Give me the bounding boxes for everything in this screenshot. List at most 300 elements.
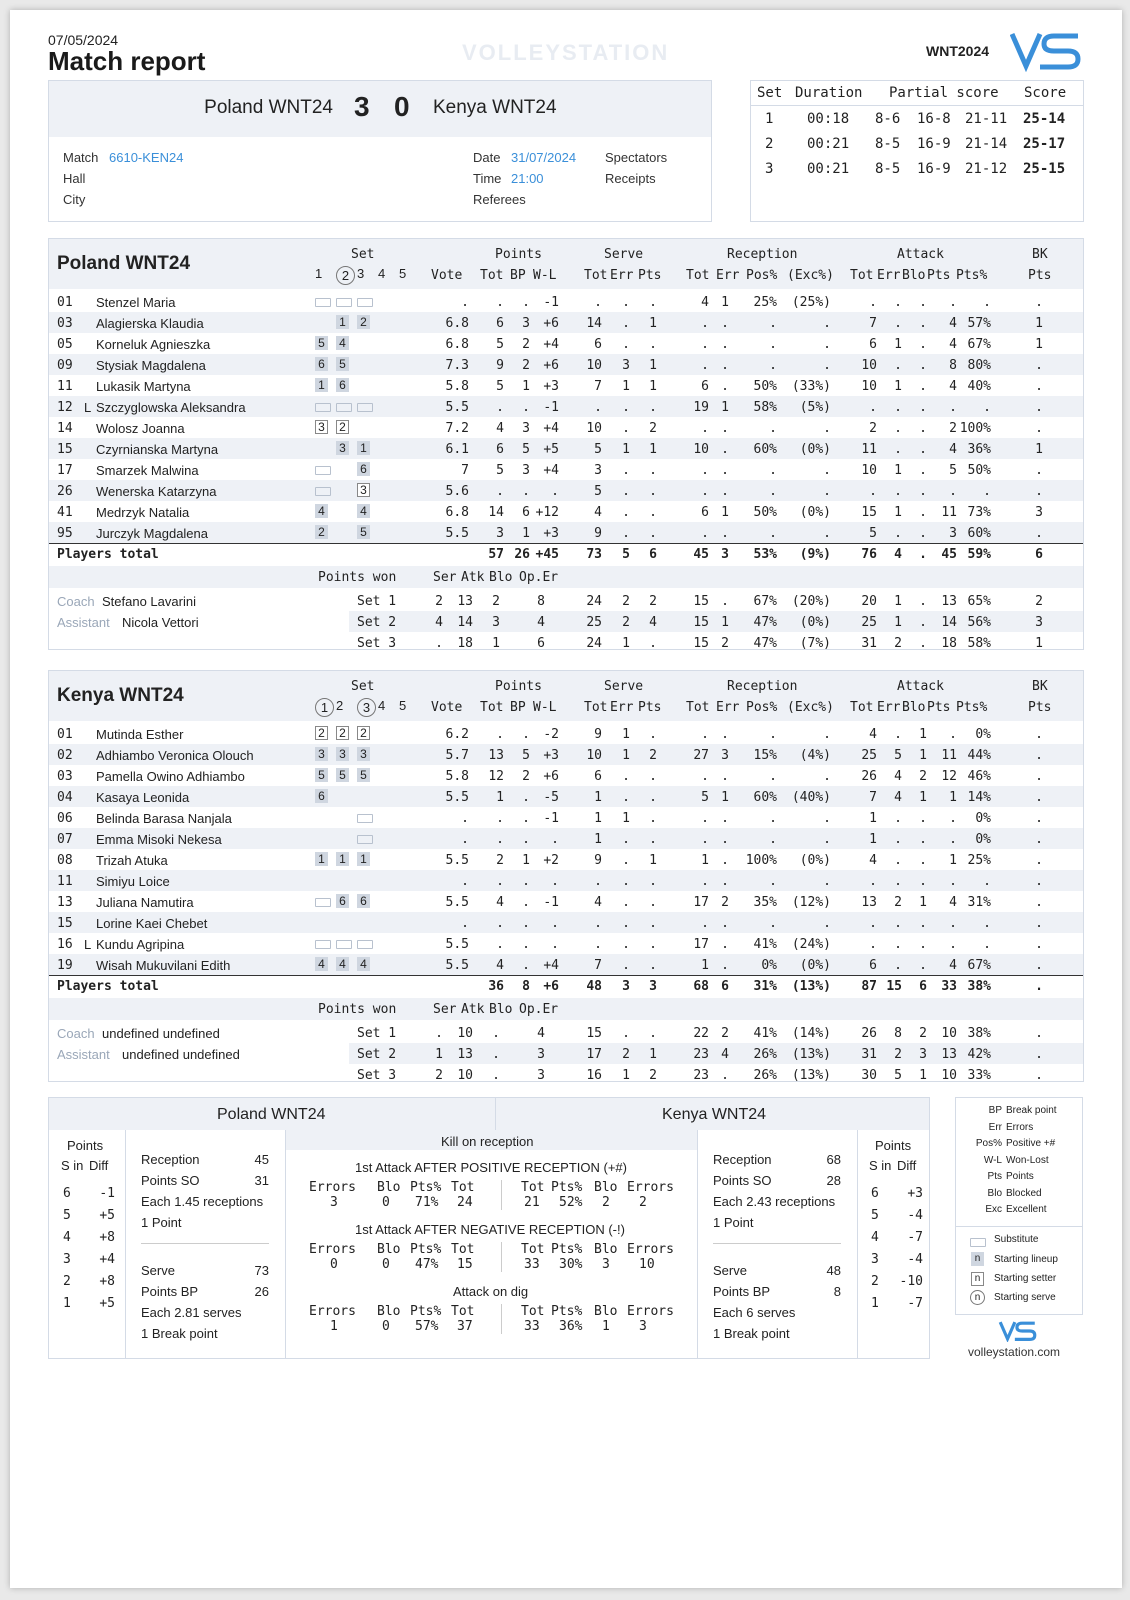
substitute-icon bbox=[357, 298, 373, 307]
player-number: 06 bbox=[57, 811, 73, 826]
starting-position: 3 bbox=[357, 747, 370, 761]
stat-cell: . bbox=[949, 937, 957, 952]
attack-header: Tot bbox=[521, 1304, 545, 1319]
stat-cell: . bbox=[721, 316, 729, 331]
attack-block-title: 1st Attack AFTER NEGATIVE RECEPTION (-!) bbox=[355, 1222, 625, 1237]
stat-cell: 25% bbox=[753, 295, 777, 310]
player-row bbox=[49, 354, 1083, 375]
stat-cell: 58% bbox=[753, 400, 777, 415]
set-number-label: 2 bbox=[336, 698, 344, 713]
stat-cell: 5.6 bbox=[445, 484, 469, 499]
stat-cell: 1 bbox=[721, 400, 729, 415]
stat-cell: . bbox=[1035, 811, 1043, 826]
stat-cell: . bbox=[1035, 379, 1043, 394]
group-reception: Reception bbox=[727, 247, 798, 262]
summary-box bbox=[48, 1097, 930, 1359]
set-label: Set 2 bbox=[357, 1047, 397, 1062]
stat-cell: (25%) bbox=[791, 295, 831, 310]
stat-cell: . bbox=[769, 463, 777, 478]
starting-position: 2 bbox=[336, 420, 349, 434]
stat-cell: . bbox=[919, 463, 927, 478]
group-points: Points bbox=[495, 247, 542, 262]
stat-cell: . bbox=[522, 727, 530, 742]
set-number-header bbox=[357, 266, 364, 281]
player-row bbox=[49, 933, 1083, 954]
player-row bbox=[49, 417, 1083, 438]
player-number: 15 bbox=[57, 916, 73, 931]
set-stat-cell: 13 bbox=[457, 1047, 473, 1062]
set-stat-cell: . bbox=[492, 1026, 500, 1041]
stat-cell: . bbox=[1035, 358, 1043, 373]
stat-cell: (33%) bbox=[791, 379, 831, 394]
stat-cell: . bbox=[649, 484, 657, 499]
legend-abbr: W-L bbox=[983, 1154, 1002, 1166]
player-row bbox=[49, 807, 1083, 828]
stat-cell: 14 bbox=[586, 316, 602, 331]
stat-cell: 5.5 bbox=[445, 853, 469, 868]
stat-cell: . bbox=[622, 832, 630, 847]
group-attack: Attack bbox=[897, 247, 944, 262]
stat-cell: 6 bbox=[594, 337, 602, 352]
stat-cell: . bbox=[649, 958, 657, 973]
set-stat-cell: 26% bbox=[753, 1047, 777, 1062]
column-header: Tot bbox=[480, 700, 504, 715]
column-header: Pts bbox=[1028, 268, 1052, 283]
partial-score: 21-12 bbox=[965, 161, 1008, 177]
stat-cell: 6.2 bbox=[445, 727, 469, 742]
stat-cell: . bbox=[496, 937, 504, 952]
stat-cell: . bbox=[1035, 526, 1043, 541]
stat-cell: 4 bbox=[496, 958, 504, 973]
match-id-link[interactable]: 6610-KEN24 bbox=[109, 150, 184, 165]
stat-cell: . bbox=[823, 526, 831, 541]
set-stat-cell: (14%) bbox=[791, 1026, 831, 1041]
total-cell: 45 bbox=[693, 547, 709, 562]
serve-value: 73 bbox=[254, 1263, 269, 1278]
set-stat-cell: . bbox=[622, 1026, 630, 1041]
stat-cell: 10 bbox=[586, 421, 602, 436]
column-header: Err bbox=[877, 268, 901, 283]
attack-header: Blo bbox=[594, 1304, 618, 1319]
stat-cell: 0% bbox=[761, 958, 777, 973]
coach-label: Coach bbox=[57, 1026, 95, 1041]
attack-header: Tot bbox=[451, 1242, 475, 1257]
attack-header: Errors bbox=[627, 1180, 674, 1195]
starting-position: 1 bbox=[336, 852, 349, 866]
stat-cell: 10 bbox=[586, 748, 602, 763]
stat-cell: . bbox=[769, 769, 777, 784]
stat-cell: . bbox=[622, 463, 630, 478]
total-cell: 8 bbox=[522, 979, 530, 994]
attack-header: Blo bbox=[594, 1180, 618, 1195]
rotation-number: 5 bbox=[871, 1208, 879, 1223]
total-cell: 3 bbox=[721, 547, 729, 562]
attack-header: Errors bbox=[309, 1242, 356, 1257]
stat-cell: +6 bbox=[543, 769, 559, 784]
stat-cell: 4 bbox=[949, 895, 957, 910]
stat-cell: . bbox=[769, 811, 777, 826]
rotation-diff: +8 bbox=[99, 1230, 115, 1245]
set-number-label: 4 bbox=[378, 266, 386, 281]
stat-cell: 60% bbox=[753, 790, 777, 805]
attack-value: 2 bbox=[602, 1195, 610, 1210]
stat-cell: 5.8 bbox=[445, 379, 469, 394]
stat-cell: . bbox=[919, 874, 927, 889]
stat-cell: 3 bbox=[522, 463, 530, 478]
stat-cell: . bbox=[522, 484, 530, 499]
stat-cell: . bbox=[894, 958, 902, 973]
set-stat-cell: 1 bbox=[492, 636, 500, 651]
player-number: 14 bbox=[57, 421, 73, 436]
set-duration: 00:18 bbox=[807, 111, 850, 127]
total-cell: 31% bbox=[753, 979, 777, 994]
points-won-header: Blo bbox=[489, 570, 513, 585]
player-number: 02 bbox=[57, 748, 73, 763]
partial-score: 16-9 bbox=[917, 136, 951, 152]
column-header: Tot bbox=[850, 268, 874, 283]
one-point-label: 1 Point bbox=[141, 1215, 182, 1230]
legend-abbr: Exc bbox=[985, 1204, 1002, 1215]
stat-cell: . bbox=[622, 790, 630, 805]
legend-desc: Break point bbox=[1006, 1105, 1057, 1116]
stat-cell: . bbox=[769, 337, 777, 352]
player-number: 17 bbox=[57, 463, 73, 478]
stat-cell: 1 bbox=[594, 832, 602, 847]
stat-cell: . bbox=[769, 421, 777, 436]
group-attack: Attack bbox=[897, 679, 944, 694]
libero-flag: L bbox=[84, 937, 92, 952]
stat-cell: . bbox=[823, 769, 831, 784]
stat-cell: 12 bbox=[488, 769, 504, 784]
set-number-header bbox=[357, 698, 376, 717]
stat-cell: . bbox=[461, 295, 469, 310]
stat-cell: 2 bbox=[721, 895, 729, 910]
stat-cell: 6.8 bbox=[445, 505, 469, 520]
set-stat-cell: . bbox=[435, 636, 443, 651]
total-cell: +45 bbox=[535, 547, 559, 562]
player-number: 09 bbox=[57, 358, 73, 373]
stat-cell: . bbox=[949, 832, 957, 847]
stat-cell: . bbox=[1035, 937, 1043, 952]
column-header: Pts bbox=[638, 700, 662, 715]
set-stat-cell: . bbox=[649, 1026, 657, 1041]
stat-cell: +2 bbox=[543, 853, 559, 868]
starting-position: 5 bbox=[336, 768, 349, 782]
points-won-header: Ser bbox=[433, 1002, 457, 1017]
attack-value: 24 bbox=[457, 1195, 473, 1210]
stat-cell: 50% bbox=[753, 379, 777, 394]
stat-cell: 6.8 bbox=[445, 316, 469, 331]
starting-lineup-icon: n bbox=[971, 1252, 984, 1266]
stat-cell: 4 bbox=[869, 853, 877, 868]
attack-header: Errors bbox=[309, 1304, 356, 1319]
starting-position: 4 bbox=[315, 504, 328, 518]
stat-cell: 1 bbox=[869, 811, 877, 826]
stat-cell: (4%) bbox=[799, 748, 831, 763]
set-number-label: 1 bbox=[315, 698, 334, 717]
partial-score: 21-14 bbox=[965, 136, 1008, 152]
set-number-header bbox=[336, 698, 343, 713]
stat-cell: (0%) bbox=[799, 853, 831, 868]
stat-cell: . bbox=[701, 874, 709, 889]
stat-cell: -1 bbox=[543, 811, 559, 826]
libero-flag: L bbox=[84, 400, 92, 415]
attack-value: 71% bbox=[415, 1195, 439, 1210]
total-cell: (9%) bbox=[799, 547, 831, 562]
attack-header: Pts% bbox=[551, 1242, 583, 1257]
stat-cell: 1 bbox=[1035, 316, 1043, 331]
team-stats-box bbox=[48, 670, 1084, 1082]
stat-cell: 1 bbox=[949, 790, 957, 805]
each-rec-label: Each 2.43 receptions bbox=[713, 1194, 836, 1209]
column-header: BP bbox=[510, 700, 526, 715]
set-score: 25-14 bbox=[1023, 111, 1066, 127]
attack-value: 3 bbox=[639, 1319, 647, 1334]
attack-value: 47% bbox=[415, 1257, 439, 1272]
player-number: 15 bbox=[57, 442, 73, 457]
stat-cell: . bbox=[769, 316, 777, 331]
legend-abbr: Blo bbox=[987, 1187, 1002, 1199]
starting-position: 5 bbox=[336, 357, 349, 371]
set-number-header bbox=[315, 698, 334, 717]
stat-cell: 4 bbox=[949, 379, 957, 394]
attack-header: Blo bbox=[377, 1242, 401, 1257]
stat-cell: 2 bbox=[649, 421, 657, 436]
column-header: Pts bbox=[1028, 700, 1052, 715]
rotation-number: 1 bbox=[871, 1296, 879, 1311]
attack-header: Blo bbox=[377, 1180, 401, 1195]
player-row bbox=[49, 375, 1083, 396]
stat-cell: 2 bbox=[522, 769, 530, 784]
stat-cell: . bbox=[721, 379, 729, 394]
player-name: Alagierska Klaudia bbox=[96, 316, 204, 331]
set-stat-cell: 22 bbox=[693, 1026, 709, 1041]
stat-cell: 5 bbox=[522, 748, 530, 763]
total-cell: 3 bbox=[622, 979, 630, 994]
stat-cell: . bbox=[721, 958, 729, 973]
attack-header: Pts% bbox=[551, 1304, 583, 1319]
stat-cell: 4 bbox=[949, 316, 957, 331]
points-won-header: Blo bbox=[489, 1002, 513, 1017]
substitute-icon bbox=[315, 940, 331, 949]
stat-cell: . bbox=[701, 769, 709, 784]
group-bk: BK bbox=[1032, 679, 1048, 694]
player-name: Smarzek Malwina bbox=[96, 463, 199, 478]
player-name: Juliana Namutira bbox=[96, 895, 194, 910]
each-serve-label: Each 2.81 serves bbox=[141, 1305, 242, 1320]
stat-cell: -1 bbox=[543, 295, 559, 310]
stat-cell: . bbox=[1035, 421, 1043, 436]
stat-cell: 7.3 bbox=[445, 358, 469, 373]
column-header: BP bbox=[510, 268, 526, 283]
player-name: Czyrnianska Martyna bbox=[96, 442, 219, 457]
watermark: VOLLEYSTATION bbox=[462, 40, 670, 65]
coach-name: Stefano Lavarini bbox=[102, 594, 196, 609]
col-partial: Partial score bbox=[889, 85, 999, 101]
set-stat-cell: 33% bbox=[967, 1068, 991, 1083]
set-stat-cell: 3 bbox=[537, 1068, 545, 1083]
stat-cell: . bbox=[1035, 853, 1043, 868]
site-link[interactable]: volleystation.com bbox=[968, 1345, 1061, 1359]
stat-cell: . bbox=[721, 874, 729, 889]
stat-cell: . bbox=[1035, 295, 1043, 310]
stat-cell: . bbox=[823, 811, 831, 826]
set-stat-cell: 23 bbox=[693, 1047, 709, 1062]
stat-cell: 3 bbox=[522, 421, 530, 436]
set-score: 25-17 bbox=[1023, 136, 1066, 152]
serve-value: 48 bbox=[826, 1263, 841, 1278]
player-number: 07 bbox=[57, 832, 73, 847]
stat-cell: (24%) bbox=[791, 937, 831, 952]
player-number: 16 bbox=[57, 937, 73, 952]
set-stat-cell: 8 bbox=[537, 594, 545, 609]
stat-cell: . bbox=[919, 316, 927, 331]
stat-cell: . bbox=[894, 295, 902, 310]
points-won-label: Points won bbox=[318, 570, 397, 585]
player-name: Stenzel Maria bbox=[96, 295, 176, 310]
set-stat-cell: 6 bbox=[537, 636, 545, 651]
set-number-label: 2 bbox=[336, 266, 355, 285]
stat-cell: 100% bbox=[959, 421, 991, 436]
stat-cell: 1 bbox=[594, 790, 602, 805]
player-name: Trizah Atuka bbox=[96, 853, 168, 868]
set-stat-cell: . bbox=[435, 1026, 443, 1041]
col-score: Score bbox=[1024, 85, 1067, 101]
stat-cell: . bbox=[894, 853, 902, 868]
stat-cell: . bbox=[649, 727, 657, 742]
stat-cell: 2 bbox=[496, 853, 504, 868]
set-number: 1 bbox=[765, 111, 774, 127]
divider bbox=[857, 1130, 858, 1358]
partial-score: 16-9 bbox=[917, 161, 951, 177]
total-cell: 36 bbox=[488, 979, 504, 994]
stat-cell: . bbox=[594, 400, 602, 415]
total-cell: 76 bbox=[861, 547, 877, 562]
set-number: 2 bbox=[765, 136, 774, 152]
column-header: Blo bbox=[902, 268, 926, 283]
stat-cell: . bbox=[919, 295, 927, 310]
player-number: 26 bbox=[57, 484, 73, 499]
attack-value: 30% bbox=[559, 1257, 583, 1272]
stat-cell: 4 bbox=[894, 769, 902, 784]
stat-cell: 100% bbox=[745, 853, 777, 868]
player-name: Szczyglowska Aleksandra bbox=[96, 400, 246, 415]
set-stat-cell: 26% bbox=[753, 1068, 777, 1083]
stat-cell: 1 bbox=[649, 379, 657, 394]
column-header: Tot bbox=[584, 268, 608, 283]
stat-cell: . bbox=[983, 937, 991, 952]
starting-position: 6 bbox=[357, 462, 370, 476]
stat-cell: . bbox=[649, 832, 657, 847]
stat-cell: 5.5 bbox=[445, 958, 469, 973]
substitute-icon bbox=[970, 1238, 986, 1247]
player-number: 12 bbox=[57, 400, 73, 415]
total-cell: 6 bbox=[721, 979, 729, 994]
set-number-header bbox=[378, 698, 385, 713]
one-point-label: 1 Point bbox=[713, 1215, 754, 1230]
column-header: Tot bbox=[480, 268, 504, 283]
stat-cell: . bbox=[894, 316, 902, 331]
set-number-label: 5 bbox=[399, 698, 407, 713]
set-stat-cell: 47% bbox=[753, 636, 777, 651]
stat-cell: 8 bbox=[949, 358, 957, 373]
stat-cell: 4 bbox=[869, 727, 877, 742]
stat-cell: . bbox=[869, 916, 877, 931]
set-number: 3 bbox=[765, 161, 774, 177]
home-score: 3 bbox=[354, 91, 370, 122]
stat-cell: 67% bbox=[967, 958, 991, 973]
set-stat-cell: 15 bbox=[693, 594, 709, 609]
stat-cell: 1 bbox=[1035, 442, 1043, 457]
attack-header: Tot bbox=[521, 1180, 545, 1195]
stat-cell: 2 bbox=[649, 748, 657, 763]
set-stat-cell: 10 bbox=[457, 1068, 473, 1083]
attack-value: 10 bbox=[639, 1257, 655, 1272]
attack-value: 3 bbox=[602, 1257, 610, 1272]
starting-position: 4 bbox=[315, 957, 328, 971]
set-number-label: 4 bbox=[378, 698, 386, 713]
column-header: Pts% bbox=[956, 268, 988, 283]
stat-cell: . bbox=[622, 916, 630, 931]
stat-cell: 9 bbox=[594, 526, 602, 541]
set-stat-cell: 2 bbox=[894, 636, 902, 651]
column-header: Tot bbox=[850, 700, 874, 715]
stat-cell: +3 bbox=[543, 526, 559, 541]
points-bp-value: 8 bbox=[833, 1284, 841, 1299]
stat-cell: 1 bbox=[919, 790, 927, 805]
stat-cell: . bbox=[649, 874, 657, 889]
stat-cell: 5 bbox=[869, 526, 877, 541]
time-value: 21:00 bbox=[511, 171, 544, 186]
player-number: 41 bbox=[57, 505, 73, 520]
starting-position: 6 bbox=[357, 894, 370, 908]
stat-cell: 3 bbox=[949, 526, 957, 541]
set-stat-cell: 2 bbox=[622, 615, 630, 630]
attack-value: 33 bbox=[524, 1319, 540, 1334]
player-row bbox=[49, 723, 1083, 744]
stat-cell: . bbox=[701, 358, 709, 373]
stat-cell: 25% bbox=[967, 853, 991, 868]
stat-cell: 2 bbox=[894, 895, 902, 910]
set-stat-cell: . bbox=[721, 1068, 729, 1083]
set-stat-cell: . bbox=[492, 1068, 500, 1083]
substitute-icon bbox=[357, 814, 373, 823]
attack-value: 33 bbox=[524, 1257, 540, 1272]
player-row bbox=[49, 849, 1083, 870]
total-divider bbox=[49, 543, 1083, 544]
stat-cell: 4 bbox=[949, 442, 957, 457]
volleystation-small-logo-icon bbox=[998, 1320, 1038, 1342]
stat-cell: 1 bbox=[1035, 337, 1043, 352]
stat-cell: . bbox=[1035, 916, 1043, 931]
set-stat-cell: 14 bbox=[941, 615, 957, 630]
attack-header: Pts% bbox=[551, 1180, 583, 1195]
stat-cell: . bbox=[949, 811, 957, 826]
legend-starting-serve: Starting serve bbox=[994, 1292, 1056, 1303]
set-stat-cell: 1 bbox=[721, 615, 729, 630]
stat-cell: . bbox=[522, 811, 530, 826]
date-label: Date bbox=[473, 150, 501, 165]
stat-cell: . bbox=[1035, 958, 1043, 973]
stat-cell: . bbox=[551, 874, 559, 889]
set-label: Set 1 bbox=[357, 594, 397, 609]
player-number: 04 bbox=[57, 790, 73, 805]
group-reception: Reception bbox=[727, 679, 798, 694]
stat-cell: 4 bbox=[949, 337, 957, 352]
rotation-number: 1 bbox=[63, 1296, 71, 1311]
player-number: 13 bbox=[57, 895, 73, 910]
attack-value: 37 bbox=[457, 1319, 473, 1334]
